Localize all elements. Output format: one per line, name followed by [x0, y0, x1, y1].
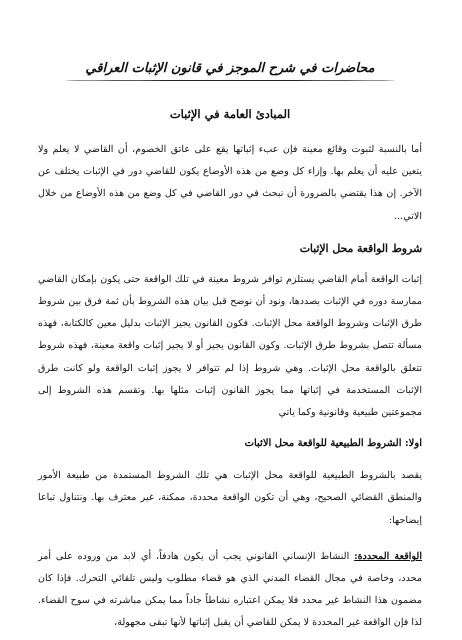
- defined-term: الواقعة المحددة:: [354, 550, 422, 562]
- title-underline: [65, 80, 395, 81]
- intro-paragraph: أما بالنسبة لثبوت وقائع معينة فإن عبء إثباتها يقع على عاتق الخصوم، أن القاضي لا يعلم ولا يتعين عليه أن يعلم بها. وإزاء كل وضع من هذه الأوضاع يكون للقاضي دور في الإثبات يختلف عن الآخر. إن هذا يقتضي بالضرورة أن نبحث في دور القاضي في كل وضع من هذه الأوضاع من خلال الاتي...: [38, 144, 422, 222]
- subsection-paragraph: يقصد بالشروط الطبيعية للواقعة محل الإثبات هي تلك الشروط المستمدة من طبيعة الأمور والمنطق القضائي الصحيح، وهي أن تكون الواقعة محددة، ممكنة، غير معترف بها. ونتناول تباعا إيضاحها:: [38, 470, 422, 526]
- document-title: محاضرات في شرح الموجز في قانون الإثبات العراقي: [85, 61, 375, 76]
- section-heading: شروط الواقعة محل الإثبات: [299, 241, 422, 255]
- definition-paragraph: [38, 546, 422, 635]
- section-paragraph: إثبات الواقعة أمام القاضي يستلزم توافر شروط معينة في تلك الواقعة حتى يكون بإمكان القاضي ممارسة دوره في الإثبات بصددها، ونود أن نوضح قبل بيان هذه الشروط بأن ثمة فرق بين شروط طرق الإثبات وشروط الواقعة محل الإثبات. فكون القانون يجيز الإثبات بدليل معين كالكتابة، فهذه مسألة تتصل بشروط طرق الإثبات. وكون القانون يجيز أو لا يجيز إثبات واقعة معينة، فهذه شروط تتعلق بالواقعة محل الإثبات. وهي شروط إذا لم تتوافر لا يجوز إثبات الواقعة ولو كانت طرق الإثبات المستخدمة في إثباتها مما يجوز القانون إثبات مثلها بها. وتقسم هذه الشروط إلى مجموعتين طبيعية وقانونية وكما ياتي: [38, 273, 422, 419]
- defined-term-text: النشاط الإنساني القانوني يجب أن يكون هادفاً، أي لابد من وروده على أمر محدد، وخاصة في مجال القضاء المدني الذي هو قضاء مطلوب وليس تلقائي التحرك. فإذا كان مضمون هذا النشاط غير محدد فلا يمكن اعتباره نشاطاً جاداً مما يمكن مباشرته في سوح القضاء. لذا فإن الواقعة غير المحددة لا يمكن للقاضي أن يقبل إثباتها لأنها تبقى مجهولة،: [38, 550, 422, 629]
- subsection-heading: اولا: الشروط الطبيعية للواقعة محل الاثبات: [244, 438, 422, 450]
- main-heading: المبادئ العامة في الإثبات: [169, 107, 291, 121]
